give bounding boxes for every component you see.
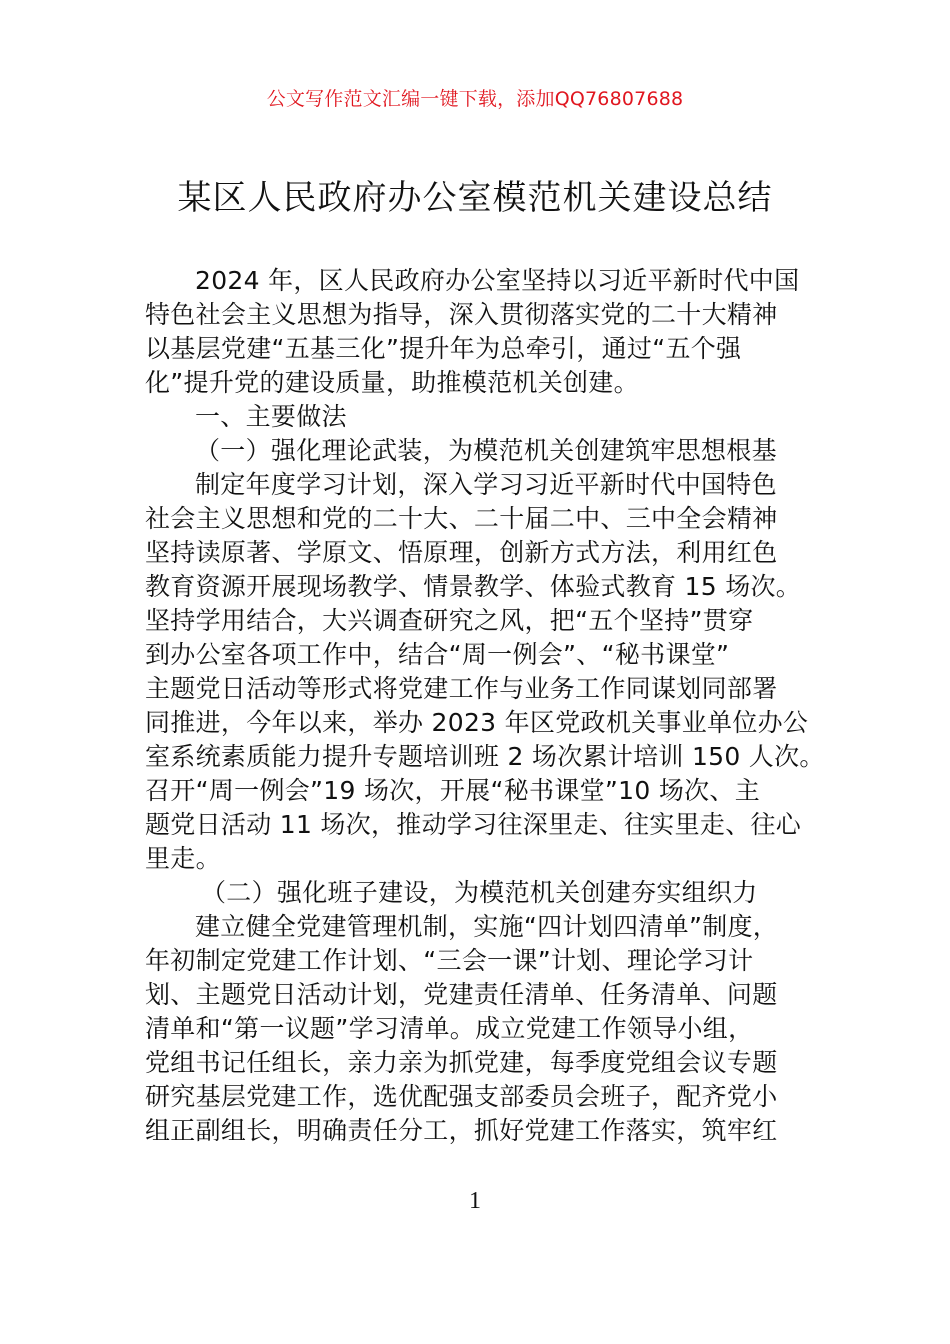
text-line: 坚持读原著、学原文、悟原理，创新方式方法，利用红色 xyxy=(145,538,778,567)
text-line: 主题党日活动等形式将党建工作与业务工作同谋划同部署 xyxy=(145,674,778,703)
text-line: 组正副组长，明确责任分工，抓好党建工作落实，筑牢红 xyxy=(145,1116,778,1145)
download-banner: 公文写作范文汇编一键下载，添加QQ76807688 xyxy=(266,88,684,110)
text-line: 教育资源开展现场教学、情景教学、体验式教育 15 场次。 xyxy=(145,572,802,601)
paragraph-intro xyxy=(145,264,810,400)
section-heading-main-practices: 一、主要做法 xyxy=(195,402,347,431)
text-line: 里走。 xyxy=(145,844,221,873)
text-line: 题党日活动 11 场次，推动学习往深里走、往实里走、往心 xyxy=(145,810,802,839)
text-line: 特色社会主义思想为指导，深入贯彻落实党的二十大精神 xyxy=(145,300,778,329)
text-line: 召开“周一例会”19 场次，开展“秘书课堂”10 场次、主 xyxy=(145,776,761,805)
text-line: 坚持学用结合，大兴调查研究之风，把“五个坚持”贯穿 xyxy=(145,606,754,635)
subsection-heading-2: （二）强化班子建设，为模范机关创建夯实组织力 xyxy=(201,878,758,907)
text-line: 党组书记任组长，亲力亲为抓党建，每季度党组会议专题 xyxy=(145,1048,778,1077)
page-number: 1 xyxy=(469,1188,481,1214)
paragraph-2 xyxy=(145,910,810,1148)
text-line: 室系统素质能力提升专题培训班 2 场次累计培训 150 人次。 xyxy=(145,742,825,771)
text-line: 清单和“第一议题”学习清单。成立党建工作领导小组， xyxy=(145,1014,754,1043)
text-line: 建立健全党建管理机制，实施“四计划四清单”制度， xyxy=(195,912,779,941)
text-line: 化”提升党的建设质量，助推模范机关创建。 xyxy=(145,368,639,397)
text-line: 以基层党建“五基三化”提升年为总牵引，通过“五个强 xyxy=(145,334,742,363)
text-line: 制定年度学习计划，深入学习习近平新时代中国特色 xyxy=(195,470,777,499)
text-line: 到办公室各项工作中，结合“周一例会”、“秘书课堂” xyxy=(145,640,730,669)
text-line: 社会主义思想和党的二十大、二十届二中、三中全会精神 xyxy=(145,504,778,533)
text-line: 2024 年，区人民政府办公室坚持以习近平新时代中国 xyxy=(195,266,800,295)
paragraph-1 xyxy=(145,468,825,876)
text-line: 年初制定党建工作计划、“三会一课”计划、理论学习计 xyxy=(145,946,754,975)
document-title: 某区人民政府办公室模范机关建设总结 xyxy=(177,178,773,218)
text-line: 研究基层党建工作，选优配强支部委员会班子，配齐党小 xyxy=(145,1082,778,1111)
document-body xyxy=(145,264,825,1148)
subsection-heading-1: （一）强化理论武装，为模范机关创建筑牢思想根基 xyxy=(195,436,777,465)
text-line: 同推进，今年以来，举办 2023 年区党政机关事业单位办公 xyxy=(145,708,809,737)
text-line: 划、主题党日活动计划，党建责任清单、任务清单、问题 xyxy=(145,980,778,1009)
